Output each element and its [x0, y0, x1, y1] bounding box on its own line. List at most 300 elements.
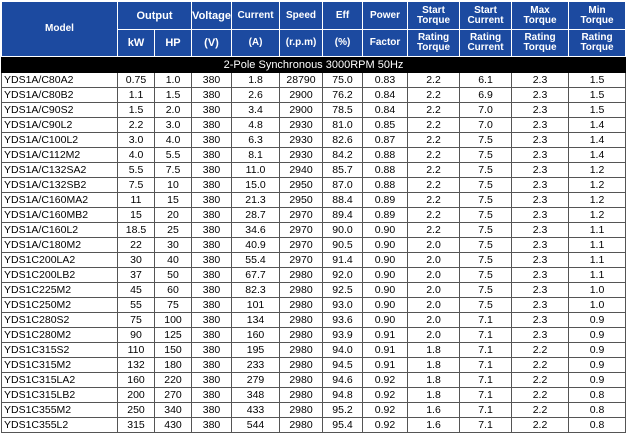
value-cell: 7.1: [460, 388, 512, 403]
value-cell: 94.8: [323, 388, 363, 403]
value-cell: 7.1: [460, 313, 512, 328]
value-cell: 28790: [280, 73, 323, 88]
value-cell: 7.5: [460, 223, 512, 238]
table-row: [2, 343, 626, 358]
table-row: [2, 238, 626, 253]
value-cell: 433: [232, 403, 280, 418]
value-cell: 2950: [280, 193, 323, 208]
value-cell: 1.6: [408, 403, 460, 418]
value-cell: 3.0: [155, 118, 192, 133]
header-eff: Eff: [323, 2, 363, 30]
value-cell: 2970: [280, 223, 323, 238]
value-cell: 2.0: [408, 313, 460, 328]
header-speed: Speed: [280, 2, 323, 30]
value-cell: 2980: [280, 418, 323, 433]
value-cell: 134: [232, 313, 280, 328]
value-cell: 90.5: [323, 238, 363, 253]
header-min-torque: Min Torque: [569, 2, 626, 30]
table-row: [2, 133, 626, 148]
value-cell: 2.3: [512, 328, 569, 343]
value-cell: 2980: [280, 403, 323, 418]
table-row: [2, 253, 626, 268]
value-cell: 3.4: [232, 103, 280, 118]
value-cell: 380: [192, 298, 232, 313]
value-cell: 90: [118, 328, 155, 343]
value-cell: 11.0: [232, 163, 280, 178]
value-cell: 20: [155, 208, 192, 223]
value-cell: 21.3: [232, 193, 280, 208]
value-cell: 7.1: [460, 358, 512, 373]
value-cell: 92.0: [323, 268, 363, 283]
motor-spec-table: [1, 1, 626, 433]
value-cell: 30: [118, 253, 155, 268]
value-cell: 2.3: [512, 133, 569, 148]
value-cell: 2.2: [408, 178, 460, 193]
value-cell: 2.6: [232, 88, 280, 103]
value-cell: 87.0: [323, 178, 363, 193]
value-cell: 2.2: [118, 118, 155, 133]
value-cell: 15: [155, 193, 192, 208]
value-cell: 0.90: [363, 268, 408, 283]
value-cell: 2.3: [512, 73, 569, 88]
header-power-factor: Factor: [363, 30, 408, 57]
value-cell: 2.3: [512, 253, 569, 268]
value-cell: 7.5: [460, 208, 512, 223]
value-cell: 7.5: [460, 298, 512, 313]
value-cell: 4.0: [155, 133, 192, 148]
value-cell: 2970: [280, 208, 323, 223]
value-cell: 95.4: [323, 418, 363, 433]
header-speed-unit: (r.p.m): [280, 30, 323, 57]
value-cell: 7.5: [460, 133, 512, 148]
value-cell: 2.0: [155, 103, 192, 118]
value-cell: 2.2: [408, 118, 460, 133]
value-cell: 0.9: [569, 373, 626, 388]
value-cell: 101: [232, 298, 280, 313]
value-cell: 7.5: [118, 178, 155, 193]
header-row-1: [2, 2, 626, 30]
value-cell: 30: [155, 238, 192, 253]
table-row: [2, 208, 626, 223]
value-cell: 94.6: [323, 373, 363, 388]
value-cell: 40.9: [232, 238, 280, 253]
value-cell: 5.5: [155, 148, 192, 163]
value-cell: 380: [192, 253, 232, 268]
value-cell: 2.2: [408, 103, 460, 118]
value-cell: 2980: [280, 298, 323, 313]
value-cell: 1.8: [408, 358, 460, 373]
value-cell: 220: [155, 373, 192, 388]
value-cell: 2.3: [512, 118, 569, 133]
value-cell: 88.4: [323, 193, 363, 208]
value-cell: 7.0: [460, 118, 512, 133]
table-row: [2, 88, 626, 103]
value-cell: 2.2: [408, 88, 460, 103]
value-cell: 0.87: [363, 133, 408, 148]
value-cell: 380: [192, 103, 232, 118]
value-cell: 2.0: [408, 238, 460, 253]
value-cell: 2.2: [408, 223, 460, 238]
value-cell: 380: [192, 418, 232, 433]
value-cell: 380: [192, 118, 232, 133]
table-body: [2, 73, 626, 433]
value-cell: 544: [232, 418, 280, 433]
table-row: [2, 223, 626, 238]
table-row: [2, 268, 626, 283]
value-cell: 380: [192, 373, 232, 388]
value-cell: 1.1: [118, 88, 155, 103]
header-start-current-rating: Rating Current: [460, 30, 512, 57]
value-cell: 2.3: [512, 208, 569, 223]
value-cell: 89.4: [323, 208, 363, 223]
value-cell: 95.2: [323, 403, 363, 418]
value-cell: 160: [232, 328, 280, 343]
value-cell: 15.0: [232, 178, 280, 193]
value-cell: 380: [192, 313, 232, 328]
value-cell: 315: [118, 418, 155, 433]
value-cell: 94.0: [323, 343, 363, 358]
table-row: [2, 373, 626, 388]
table-row: [2, 358, 626, 373]
model-cell: YDS1A/C132SA2: [2, 163, 118, 178]
model-cell: YDS1A/C180M2: [2, 238, 118, 253]
value-cell: 2.2: [408, 193, 460, 208]
value-cell: 7.1: [460, 403, 512, 418]
header-start-torque: Start Torque: [408, 2, 460, 30]
value-cell: 0.9: [569, 313, 626, 328]
value-cell: 2.2: [408, 208, 460, 223]
value-cell: 82.3: [232, 283, 280, 298]
value-cell: 2.2: [512, 403, 569, 418]
value-cell: 250: [118, 403, 155, 418]
value-cell: 1.1: [569, 253, 626, 268]
value-cell: 76.2: [323, 88, 363, 103]
value-cell: 1.2: [569, 163, 626, 178]
model-cell: YDS1C355M2: [2, 403, 118, 418]
value-cell: 0.90: [363, 238, 408, 253]
value-cell: 195: [232, 343, 280, 358]
value-cell: 160: [118, 373, 155, 388]
table-row: [2, 148, 626, 163]
value-cell: 0.91: [363, 328, 408, 343]
value-cell: 150: [155, 343, 192, 358]
value-cell: 1.2: [569, 193, 626, 208]
value-cell: 84.2: [323, 148, 363, 163]
header-eff-unit: (%): [323, 30, 363, 57]
value-cell: 2.2: [408, 148, 460, 163]
value-cell: 380: [192, 88, 232, 103]
model-cell: YDS1A/C132SB2: [2, 178, 118, 193]
value-cell: 380: [192, 238, 232, 253]
value-cell: 2980: [280, 358, 323, 373]
header-start-current: Start Current: [460, 2, 512, 30]
value-cell: 55.4: [232, 253, 280, 268]
value-cell: 67.7: [232, 268, 280, 283]
value-cell: 180: [155, 358, 192, 373]
model-cell: YDS1A/C112M2: [2, 148, 118, 163]
value-cell: 0.88: [363, 163, 408, 178]
model-cell: YDS1C280S2: [2, 313, 118, 328]
value-cell: 40: [155, 253, 192, 268]
value-cell: 0.84: [363, 88, 408, 103]
value-cell: 1.8: [232, 73, 280, 88]
table-row: [2, 178, 626, 193]
model-cell: YDS1C250M2: [2, 298, 118, 313]
model-cell: YDS1C280M2: [2, 328, 118, 343]
value-cell: 15: [118, 208, 155, 223]
value-cell: 2.2: [512, 418, 569, 433]
table-row: [2, 73, 626, 88]
value-cell: 1.1: [569, 268, 626, 283]
value-cell: 2.2: [512, 358, 569, 373]
value-cell: 380: [192, 193, 232, 208]
value-cell: 85.7: [323, 163, 363, 178]
value-cell: 0.8: [569, 418, 626, 433]
value-cell: 0.90: [363, 283, 408, 298]
value-cell: 380: [192, 133, 232, 148]
value-cell: 125: [155, 328, 192, 343]
value-cell: 0.75: [118, 73, 155, 88]
table-row: [2, 418, 626, 433]
value-cell: 28.7: [232, 208, 280, 223]
value-cell: 1.5: [155, 88, 192, 103]
value-cell: 2.2: [408, 73, 460, 88]
value-cell: 1.0: [569, 283, 626, 298]
value-cell: 6.3: [232, 133, 280, 148]
model-cell: YDS1A/C160L2: [2, 223, 118, 238]
header-output: Output: [118, 2, 192, 30]
header-max-torque: Max Torque: [512, 2, 569, 30]
section-band-row: [2, 57, 626, 73]
header-power: Power: [363, 2, 408, 30]
value-cell: 110: [118, 343, 155, 358]
value-cell: 55: [118, 298, 155, 313]
value-cell: 2980: [280, 388, 323, 403]
value-cell: 2950: [280, 178, 323, 193]
value-cell: 0.9: [569, 328, 626, 343]
value-cell: 11: [118, 193, 155, 208]
value-cell: 8.1: [232, 148, 280, 163]
value-cell: 2.3: [512, 223, 569, 238]
value-cell: 0.88: [363, 178, 408, 193]
table-row: [2, 328, 626, 343]
value-cell: 2930: [280, 133, 323, 148]
value-cell: 2.0: [408, 253, 460, 268]
header-kw: kW: [118, 30, 155, 57]
value-cell: 60: [155, 283, 192, 298]
header-voltage-unit: (V): [192, 30, 232, 57]
value-cell: 1.5: [569, 103, 626, 118]
value-cell: 37: [118, 268, 155, 283]
model-cell: YDS1C200LA2: [2, 253, 118, 268]
value-cell: 78.5: [323, 103, 363, 118]
value-cell: 1.4: [569, 118, 626, 133]
value-cell: 0.88: [363, 148, 408, 163]
value-cell: 91.4: [323, 253, 363, 268]
value-cell: 1.0: [569, 298, 626, 313]
value-cell: 1.5: [118, 103, 155, 118]
value-cell: 340: [155, 403, 192, 418]
value-cell: 7.1: [460, 328, 512, 343]
value-cell: 7.5: [460, 193, 512, 208]
value-cell: 7.5: [460, 238, 512, 253]
spec-table-container: [1, 1, 625, 433]
value-cell: 75.0: [323, 73, 363, 88]
model-cell: YDS1C315S2: [2, 343, 118, 358]
value-cell: 7.1: [460, 373, 512, 388]
value-cell: 10: [155, 178, 192, 193]
value-cell: 2.2: [408, 163, 460, 178]
value-cell: 0.90: [363, 298, 408, 313]
value-cell: 2.3: [512, 283, 569, 298]
value-cell: 1.5: [569, 73, 626, 88]
value-cell: 2.3: [512, 238, 569, 253]
model-cell: YDS1A/C80A2: [2, 73, 118, 88]
value-cell: 92.5: [323, 283, 363, 298]
value-cell: 2.0: [408, 328, 460, 343]
table-row: [2, 388, 626, 403]
header-current-unit: (A): [232, 30, 280, 57]
value-cell: 0.92: [363, 373, 408, 388]
value-cell: 34.6: [232, 223, 280, 238]
value-cell: 90.0: [323, 223, 363, 238]
value-cell: 380: [192, 403, 232, 418]
value-cell: 1.6: [408, 418, 460, 433]
value-cell: 2930: [280, 148, 323, 163]
table-row: [2, 118, 626, 133]
header-current: Current: [232, 2, 280, 30]
value-cell: 1.0: [155, 73, 192, 88]
value-cell: 7.5: [460, 178, 512, 193]
model-cell: YDS1C200LB2: [2, 268, 118, 283]
value-cell: 2980: [280, 343, 323, 358]
value-cell: 430: [155, 418, 192, 433]
header-hp: HP: [155, 30, 192, 57]
value-cell: 0.90: [363, 313, 408, 328]
value-cell: 380: [192, 358, 232, 373]
value-cell: 25: [155, 223, 192, 238]
table-row: [2, 103, 626, 118]
value-cell: 1.1: [569, 223, 626, 238]
table-row: [2, 298, 626, 313]
table-row: [2, 193, 626, 208]
value-cell: 0.8: [569, 388, 626, 403]
value-cell: 2900: [280, 103, 323, 118]
value-cell: 2970: [280, 238, 323, 253]
value-cell: 1.8: [408, 388, 460, 403]
value-cell: 7.5: [460, 148, 512, 163]
value-cell: 2930: [280, 118, 323, 133]
value-cell: 2970: [280, 253, 323, 268]
value-cell: 50: [155, 268, 192, 283]
value-cell: 7.5: [460, 268, 512, 283]
value-cell: 380: [192, 178, 232, 193]
value-cell: 0.92: [363, 388, 408, 403]
value-cell: 5.5: [118, 163, 155, 178]
value-cell: 2980: [280, 268, 323, 283]
value-cell: 4.0: [118, 148, 155, 163]
value-cell: 0.8: [569, 403, 626, 418]
value-cell: 380: [192, 343, 232, 358]
model-cell: YDS1C225M2: [2, 283, 118, 298]
value-cell: 380: [192, 223, 232, 238]
table-row: [2, 313, 626, 328]
value-cell: 1.8: [408, 343, 460, 358]
value-cell: 18.5: [118, 223, 155, 238]
table-row: [2, 283, 626, 298]
value-cell: 2940: [280, 163, 323, 178]
value-cell: 6.1: [460, 73, 512, 88]
value-cell: 7.5: [460, 253, 512, 268]
model-cell: YDS1C315LB2: [2, 388, 118, 403]
model-cell: YDS1C355L2: [2, 418, 118, 433]
value-cell: 1.2: [569, 208, 626, 223]
model-cell: YDS1A/C160MA2: [2, 193, 118, 208]
model-cell: YDS1C315LA2: [2, 373, 118, 388]
value-cell: 7.1: [460, 343, 512, 358]
value-cell: 2.2: [512, 373, 569, 388]
value-cell: 2.0: [408, 283, 460, 298]
value-cell: 380: [192, 208, 232, 223]
model-cell: YDS1C315M2: [2, 358, 118, 373]
value-cell: 1.2: [569, 178, 626, 193]
value-cell: 0.92: [363, 418, 408, 433]
value-cell: 132: [118, 358, 155, 373]
value-cell: 233: [232, 358, 280, 373]
header-max-torque-rating: Rating Torque: [512, 30, 569, 57]
model-cell: YDS1A/C90S2: [2, 103, 118, 118]
value-cell: 0.9: [569, 343, 626, 358]
value-cell: 2.2: [512, 343, 569, 358]
value-cell: 22: [118, 238, 155, 253]
value-cell: 2.3: [512, 148, 569, 163]
value-cell: 4.8: [232, 118, 280, 133]
value-cell: 75: [155, 298, 192, 313]
value-cell: 2.2: [512, 388, 569, 403]
value-cell: 0.84: [363, 103, 408, 118]
table-row: [2, 163, 626, 178]
value-cell: 6.9: [460, 88, 512, 103]
value-cell: 2.2: [408, 133, 460, 148]
model-cell: YDS1A/C100L2: [2, 133, 118, 148]
value-cell: 1.4: [569, 148, 626, 163]
value-cell: 1.4: [569, 133, 626, 148]
value-cell: 2.3: [512, 298, 569, 313]
value-cell: 348: [232, 388, 280, 403]
value-cell: 82.6: [323, 133, 363, 148]
value-cell: 7.5: [460, 163, 512, 178]
value-cell: 0.89: [363, 193, 408, 208]
value-cell: 2.3: [512, 88, 569, 103]
value-cell: 2.3: [512, 103, 569, 118]
header-start-torque-rating: Rating Torque: [408, 30, 460, 57]
value-cell: 270: [155, 388, 192, 403]
value-cell: 1.8: [408, 373, 460, 388]
value-cell: 2.0: [408, 298, 460, 313]
value-cell: 0.83: [363, 73, 408, 88]
value-cell: 7.1: [460, 418, 512, 433]
value-cell: 2.3: [512, 178, 569, 193]
value-cell: 1.1: [569, 238, 626, 253]
value-cell: 380: [192, 283, 232, 298]
value-cell: 200: [118, 388, 155, 403]
value-cell: 380: [192, 163, 232, 178]
value-cell: 2.3: [512, 193, 569, 208]
value-cell: 2.3: [512, 163, 569, 178]
value-cell: 0.9: [569, 358, 626, 373]
value-cell: 380: [192, 388, 232, 403]
value-cell: 0.90: [363, 253, 408, 268]
